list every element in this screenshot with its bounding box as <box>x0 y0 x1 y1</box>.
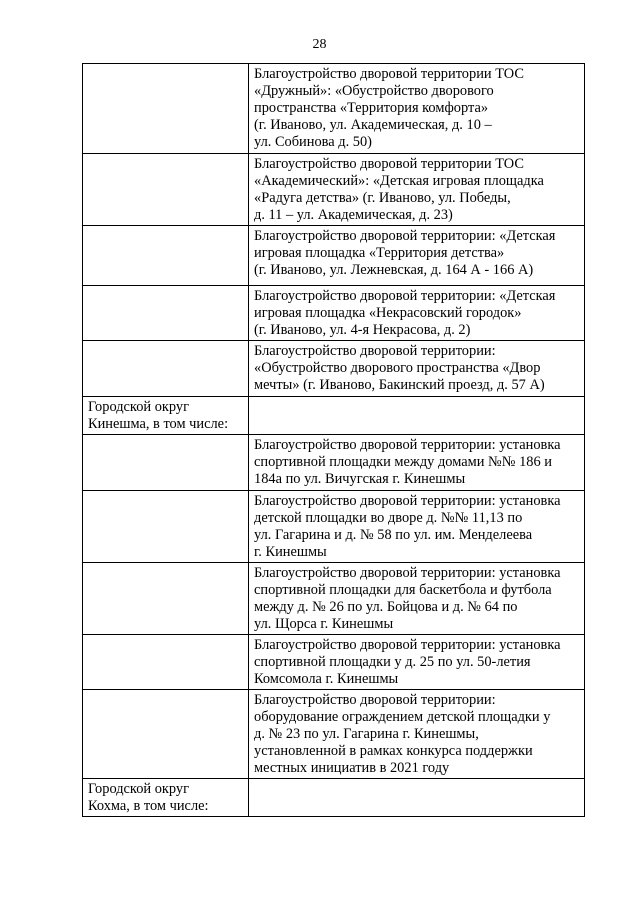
table-row <box>83 491 585 563</box>
table-row <box>83 64 585 154</box>
region-label: Городской округ Кохма, в том числе: <box>88 781 209 814</box>
document-table <box>82 63 585 817</box>
region-cell <box>83 635 249 690</box>
region-cell <box>83 226 249 286</box>
region-cell <box>83 491 249 563</box>
project-cell <box>249 779 585 817</box>
project-cell <box>249 397 585 435</box>
table-row <box>83 226 585 286</box>
table-row <box>83 286 585 341</box>
region-cell <box>83 690 249 779</box>
project-cell <box>249 690 585 779</box>
project-description: Благоустройство дворовой территории: оборудование ограждением детской площадки у д. № 23 по ул. Гагарина г. Кинешмы, установленной в рамках конкурса поддержки местных инициатив в 2021 году <box>254 692 551 776</box>
project-cell <box>249 226 585 286</box>
region-label: Городской округ Кинешма, в том числе: <box>88 399 229 432</box>
project-description: Благоустройство дворовой территории: «Детская игровая площадка «Некрасовский городок» (г. Иваново, ул. 4-я Некрасова, д. 2) <box>254 288 556 338</box>
project-description: Благоустройство дворовой территории: установка спортивной площадки между домами №№ 186 и 184а по ул. Вичугская г. Кинешмы <box>254 437 561 487</box>
project-description: Благоустройство дворовой территории ТОС «Дружный»: «Обустройство дворового пространства «Территория комфорта» (г. Иваново, ул. Академическая, д. 10 – ул. Собинова д. 50) <box>254 66 524 150</box>
project-cell <box>249 435 585 491</box>
project-cell <box>249 154 585 226</box>
region-cell <box>83 286 249 341</box>
table-row <box>83 154 585 226</box>
table-row <box>83 563 585 635</box>
project-cell <box>249 286 585 341</box>
table-row <box>83 635 585 690</box>
project-cell <box>249 635 585 690</box>
table-row <box>83 341 585 397</box>
region-cell <box>83 397 249 435</box>
region-cell <box>83 341 249 397</box>
table-row <box>83 397 585 435</box>
project-description: Благоустройство дворовой территории ТОС «Академический»: «Детская игровая площадка «Радуга детства» (г. Иваново, ул. Победы, д. 11 – ул. Академическая, д. 23) <box>254 156 544 223</box>
project-cell <box>249 491 585 563</box>
project-description: Благоустройство дворовой территории: установка спортивной площадки для баскетбола и футбола между д. № 26 по ул. Бойцова и д. № 64 по ул. Щорса г. Кинешмы <box>254 565 561 632</box>
project-description: Благоустройство дворовой территории: «Детская игровая площадка «Территория детства» (г. Иваново, ул. Лежневская, д. 164 А - 166 А) <box>254 228 556 278</box>
region-cell <box>83 154 249 226</box>
project-description: Благоустройство дворовой территории: установка детской площадки во дворе д. №№ 11,13 по ул. Гагарина и д. № 58 по ул. им. Менделеева г. Кинешмы <box>254 493 561 560</box>
project-cell <box>249 341 585 397</box>
project-cell <box>249 64 585 154</box>
table-row <box>83 779 585 817</box>
project-description: Благоустройство дворовой территории: «Обустройство дворового пространства «Двор мечты» (г. Иваново, Бакинский проезд, д. 57 А) <box>254 343 545 393</box>
table-row <box>83 690 585 779</box>
region-cell <box>83 64 249 154</box>
project-description: Благоустройство дворовой территории: установка спортивной площадки у д. 25 по ул. 50-летия Комсомола г. Кинешмы <box>254 637 561 687</box>
table-row <box>83 435 585 491</box>
region-cell <box>83 435 249 491</box>
region-cell <box>83 779 249 817</box>
project-cell <box>249 563 585 635</box>
page-number: 28 <box>312 37 327 52</box>
region-cell <box>83 563 249 635</box>
